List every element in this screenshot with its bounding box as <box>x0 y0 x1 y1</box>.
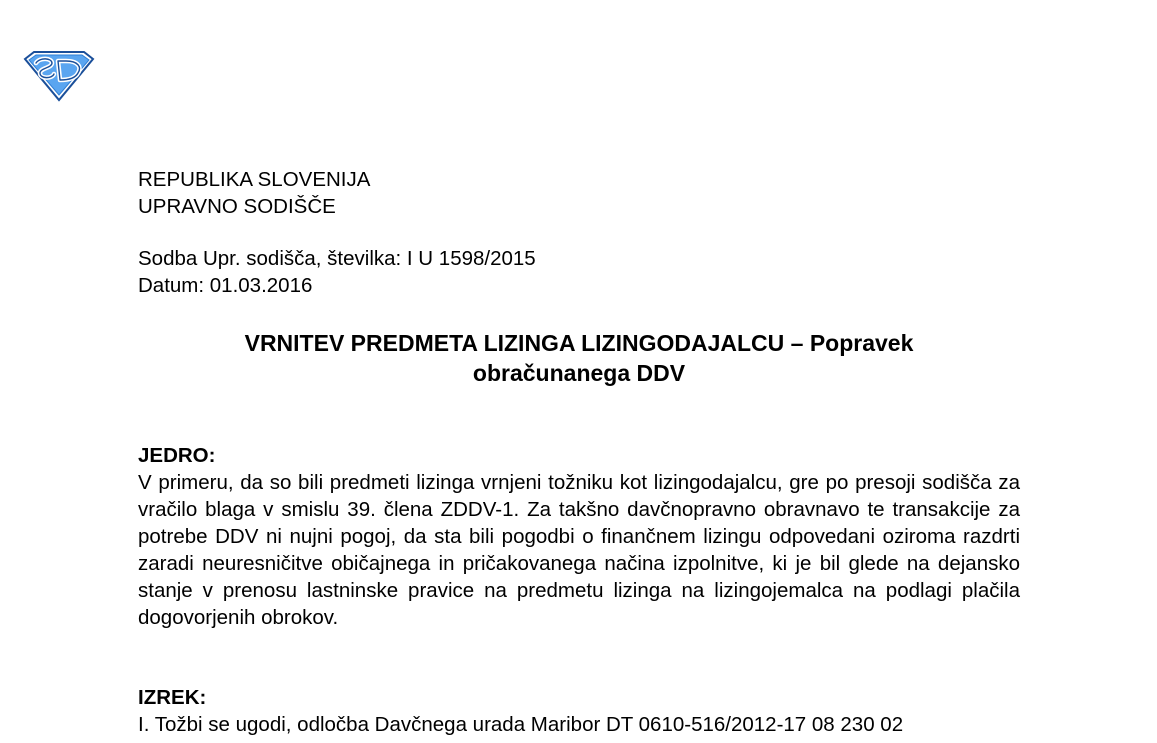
case-reference <box>138 245 1020 299</box>
case-date: Datum: 01.03.2016 <box>138 274 313 297</box>
court-name: UPRAVNO SODIŠČE <box>138 195 336 218</box>
case-number: Sodba Upr. sodišča, številka: I U 1598/2015 <box>138 247 536 270</box>
title-line-1: VRNITEV PREDMETA LIZINGA LIZINGODAJALCU – Popravek <box>244 330 914 356</box>
jedro-section <box>138 442 1020 631</box>
izrek-section <box>138 684 1020 738</box>
title-line-2: obračunanega DDV <box>472 360 686 386</box>
izrek-text: I. Tožbi se ugodi, odločba Davčnega urada Maribor DT 0610-516/2012-17 08 230 02 <box>138 713 904 736</box>
jedro-heading: JEDRO: <box>138 444 216 467</box>
country-name: REPUBLIKA SLOVENIJA <box>138 168 371 191</box>
izrek-heading: IZREK: <box>138 686 207 709</box>
jedro-text: V primeru, da so bili predmeti lizinga vrnjeni tožniku kot lizingodajalcu, gre po presoji sodišča za vračilo blaga v smislu 39. člena ZDDV-1. Za takšno davčnopravno obravnavo te transakcije za potrebe DDV ni nujni pogoj, da sta bili pogodbi o finančnem lizingu odpovedani oziroma razdrti zaradi neuresničitve običajnega in pričakovanega načina izpolnitve, ki je bil glede na dejansko stanje v prenosu lastninske pravice na predmetu lizinga na lizingojemalca na podlagi plačila dogovorjenih obrokov. <box>138 471 1020 629</box>
court-header <box>138 166 1020 220</box>
document-title <box>138 328 1020 388</box>
court-logo-icon <box>22 49 96 103</box>
